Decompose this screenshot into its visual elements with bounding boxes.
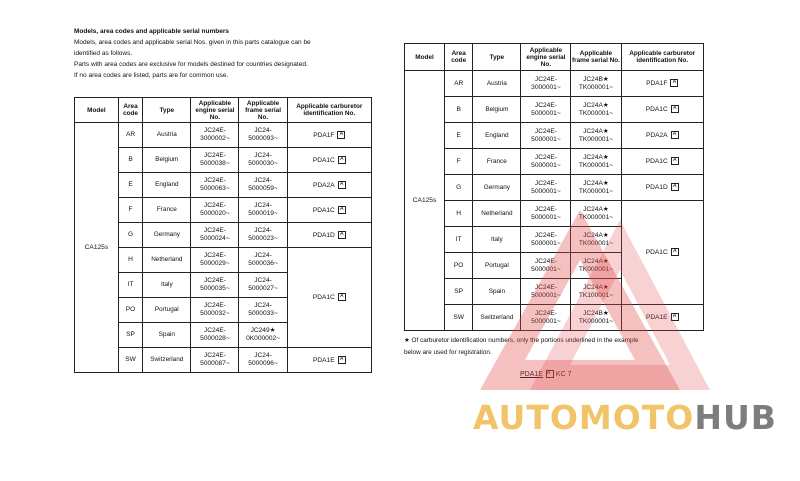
area-cell: IT [445, 227, 473, 253]
type-cell: Spain [143, 323, 191, 348]
carb-cell [287, 173, 371, 198]
table-row [75, 348, 372, 373]
engine-cell: JC24E- 5000001~ [521, 97, 571, 123]
model-cell: CA125s [75, 123, 119, 373]
area-box-icon: A [671, 183, 679, 191]
carb-code: PDA1C [645, 105, 668, 113]
area-box-icon: A [338, 231, 346, 239]
engine-cell: JC24E- 5000035~ [191, 273, 239, 298]
engine-cell: JC24E- 5000001~ [521, 149, 571, 175]
carb-cell [287, 198, 371, 223]
engine-cell: JC24E- 3000002~ [191, 123, 239, 148]
col-area: Area code [118, 98, 142, 123]
type-cell: France [473, 149, 521, 175]
type-cell: England [143, 173, 191, 198]
area-cell: PO [118, 298, 142, 323]
carb-cell [287, 223, 371, 248]
watermark-auto: AUTOMOTO [473, 398, 695, 437]
area-box-icon: A [671, 313, 679, 321]
table-row [75, 148, 372, 173]
engine-cell: JC24E- 5000001~ [521, 279, 571, 305]
carb-code: PDA1D [645, 183, 668, 191]
engine-cell: JC24E- 5000032~ [191, 298, 239, 323]
frame-cell: JC24B★ TK000001~ [571, 71, 621, 97]
table-row [405, 149, 704, 175]
model-cell: CA125s [405, 71, 445, 331]
table-row [405, 123, 704, 149]
table-row [405, 71, 704, 97]
area-box-icon: A [338, 293, 346, 301]
col-frame: Applicable frame serial No. [239, 98, 287, 123]
footnote-line: ★ Of carburetor identification numbers, only the portions underlined in the example [404, 337, 639, 344]
carb-cell [621, 97, 703, 123]
frame-cell: JC24- 5000059~ [239, 173, 287, 198]
watermark-logo [473, 398, 777, 437]
type-cell: Austria [473, 71, 521, 97]
table-row [405, 97, 704, 123]
engine-cell: JC24E- 5000020~ [191, 198, 239, 223]
intro-line: Models, area codes and applicable serial Nos. given in this parts catalogue can be [74, 39, 311, 46]
col-model: Model [75, 98, 119, 123]
type-cell: Italy [143, 273, 191, 298]
frame-cell: JC24A★ TK000001~ [571, 253, 621, 279]
frame-cell: JC249★ 0K000002~ [239, 323, 287, 348]
carb-cell [287, 148, 371, 173]
col-area: Area code [445, 44, 473, 71]
area-box-icon: A [671, 105, 679, 113]
area-box-icon: A [670, 79, 678, 87]
serial-table-left [74, 97, 372, 373]
area-cell: F [445, 149, 473, 175]
carb-code: PDA1E [313, 356, 335, 364]
intro-line: identified as follows. [74, 50, 133, 57]
watermark-hub: HUB [694, 398, 777, 437]
table-row [405, 175, 704, 201]
table-row [75, 173, 372, 198]
carb-code: PDA1F [646, 79, 668, 87]
engine-cell: JC24E- 5000001~ [521, 253, 571, 279]
col-engine: Applicable engine serial No. [191, 98, 239, 123]
area-cell: G [445, 175, 473, 201]
intro-text [74, 26, 374, 81]
carb-code: PDA1E [645, 313, 668, 321]
carb-cell [621, 71, 703, 97]
carb-code: PDA1D [312, 231, 335, 239]
carb-code: PDA1C [312, 293, 335, 301]
area-cell: SW [445, 305, 473, 331]
frame-cell: JC24- 5000027~ [239, 273, 287, 298]
col-engine: Applicable engine serial No. [521, 44, 571, 71]
type-cell: Spain [473, 279, 521, 305]
frame-cell: JC24- 5000096~ [239, 348, 287, 373]
col-type: Type [143, 98, 191, 123]
area-cell: PO [445, 253, 473, 279]
area-box-icon: A [671, 248, 679, 256]
engine-cell: JC24E- 5000087~ [191, 348, 239, 373]
frame-cell: JC24- 5000033~ [239, 298, 287, 323]
engine-cell: JC24E- 5000001~ [521, 123, 571, 149]
footnote-line: below are used for registration. [404, 349, 492, 356]
type-cell: Germany [143, 223, 191, 248]
frame-cell: JC24A★ TK100001~ [571, 279, 621, 305]
example-code: PDA1E [520, 370, 543, 378]
area-box-icon: A [671, 157, 679, 165]
engine-cell: JC24E- 5000028~ [191, 323, 239, 348]
frame-cell: JC24- 5000023~ [239, 223, 287, 248]
frame-cell: JC24- 5000036~ [239, 248, 287, 273]
engine-cell: JC24E- 5000001~ [521, 227, 571, 253]
type-cell: Italy [473, 227, 521, 253]
intro-line: If no area codes are listed, parts are for common use. [74, 72, 229, 79]
col-model: Model [405, 44, 445, 71]
intro-line: Parts with area codes are exclusive for models destined for countries designated. [74, 61, 308, 68]
engine-cell: JC24E- 5000001~ [521, 305, 571, 331]
carb-code: PDA1C [645, 248, 668, 256]
frame-cell: JC24- 5000030~ [239, 148, 287, 173]
col-frame: Applicable frame serial No. [571, 44, 621, 71]
type-cell: Switzerland [473, 305, 521, 331]
table-row [75, 223, 372, 248]
type-cell: Portugal [143, 298, 191, 323]
area-box-icon: A [338, 206, 346, 214]
area-cell: H [445, 201, 473, 227]
carb-cell [621, 123, 703, 149]
frame-cell: JC24- 5000093~ [239, 123, 287, 148]
area-box-icon: A [671, 131, 679, 139]
col-type: Type [473, 44, 521, 71]
type-cell: Belgium [473, 97, 521, 123]
area-cell: F [118, 198, 142, 223]
area-cell: SP [118, 323, 142, 348]
area-cell: G [118, 223, 142, 248]
area-cell: E [445, 123, 473, 149]
area-cell: IT [118, 273, 142, 298]
engine-cell: JC24E- 5000029~ [191, 248, 239, 273]
area-cell: B [445, 97, 473, 123]
carb-cell [287, 123, 371, 148]
carb-code: PDA1C [312, 206, 335, 214]
area-cell: AR [445, 71, 473, 97]
engine-cell: JC24E- 5000038~ [191, 148, 239, 173]
engine-cell: JC24E- 5000024~ [191, 223, 239, 248]
area-cell: AR [118, 123, 142, 148]
type-cell: Germany [473, 175, 521, 201]
area-box-icon: A [546, 370, 554, 378]
engine-cell: JC24E- 5000001~ [521, 201, 571, 227]
example-suffix: KC 7 [555, 370, 572, 378]
carb-cell [621, 149, 703, 175]
type-cell: Belgium [143, 148, 191, 173]
frame-cell: JC24A★ TK000001~ [571, 227, 621, 253]
frame-cell: JC24A★ TK000001~ [571, 201, 621, 227]
intro-heading: Models, area codes and applicable serial numbers [74, 28, 229, 35]
frame-cell: JC24A★ TK000001~ [571, 97, 621, 123]
carb-cell [621, 175, 703, 201]
type-cell: England [473, 123, 521, 149]
area-box-icon: A [338, 156, 346, 164]
table-row [75, 123, 372, 148]
area-cell: E [118, 173, 142, 198]
engine-cell: JC24E- 3000001~ [521, 71, 571, 97]
table-row [75, 248, 372, 273]
area-cell: H [118, 248, 142, 273]
engine-cell: JC24E- 5000001~ [521, 175, 571, 201]
frame-cell: JC24A★ TK000001~ [571, 175, 621, 201]
carb-code: PDA1F [313, 131, 335, 139]
type-cell: Netherland [473, 201, 521, 227]
table-row [75, 198, 372, 223]
carb-cell [287, 248, 371, 348]
carb-cell [287, 348, 371, 373]
col-carb: Applicable carburetor identification No. [287, 98, 371, 123]
type-cell: Austria [143, 123, 191, 148]
type-cell: France [143, 198, 191, 223]
type-cell: Portugal [473, 253, 521, 279]
type-cell: Switzerland [143, 348, 191, 373]
carb-code: PDA2A [313, 181, 335, 189]
col-carb: Applicable carburetor identification No. [621, 44, 703, 71]
carb-code: PDA1C [645, 157, 668, 165]
engine-cell: JC24E- 5000063~ [191, 173, 239, 198]
area-cell: SW [118, 348, 142, 373]
frame-cell: JC24A★ TK000001~ [571, 123, 621, 149]
area-cell: SP [445, 279, 473, 305]
carb-code: PDA1C [312, 156, 335, 164]
area-box-icon: A [337, 131, 345, 139]
frame-cell: JC24- 5000019~ [239, 198, 287, 223]
area-box-icon: A [338, 181, 346, 189]
area-box-icon: A [338, 356, 346, 364]
frame-cell: JC24B★ TK000001~ [571, 305, 621, 331]
type-cell: Netherland [143, 248, 191, 273]
carb-code: PDA2A [645, 131, 668, 139]
area-cell: B [118, 148, 142, 173]
frame-cell: JC24A★ TK000001~ [571, 149, 621, 175]
